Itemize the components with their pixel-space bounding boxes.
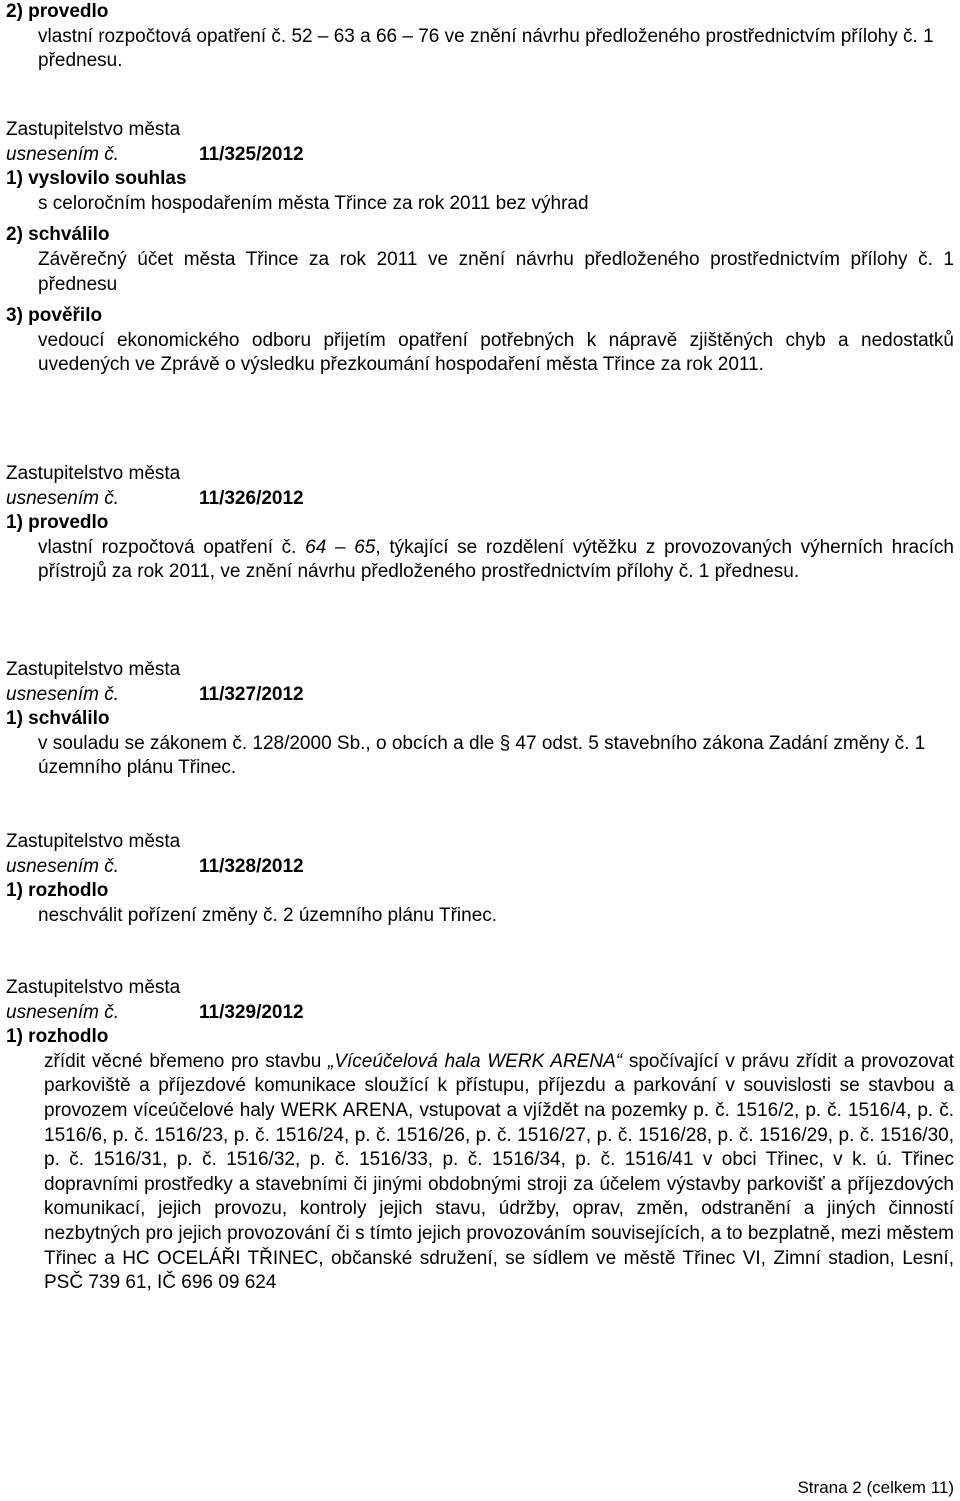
resolution-number [6, 683, 954, 708]
item-label: 3) pověřilo [6, 305, 103, 327]
resolution-label: usnesením č. [6, 855, 119, 877]
item-text: vlastní rozpočtová opatření č. 64 – 65, týkající se rozdělení výtěžku z provozovaných výherních hracích přístrojů za rok 2011, ve znění návrhu předloženého prostřednictvím přílohy č. 1 přednesu. [38, 536, 954, 583]
resolution-label: usnesením č. [6, 487, 119, 509]
item-text: s celoročním hospodařením města Třince za rok 2011 bez výhrad [38, 192, 589, 214]
item-label: 1) vyslovilo souhlas [6, 168, 187, 190]
resolution-number [6, 855, 954, 880]
council-heading: Zastupitelstvo města [6, 659, 181, 680]
resolution-327 [6, 658, 954, 781]
resolution-328 [6, 830, 954, 928]
resolution-label: usnesením č. [6, 143, 119, 165]
carryover-section [6, 0, 954, 74]
resolution-number [6, 487, 954, 512]
resolution-id: 11/328/2012 [199, 855, 304, 877]
item-label: 1) provedlo [6, 512, 109, 534]
item-text: Závěrečný účet města Třince za rok 2011 ve znění návrhu předloženého prostřednictvím přílohy č. 1 přednesu [38, 248, 954, 295]
resolution-number [6, 143, 954, 168]
council-heading: Zastupitelstvo města [6, 463, 181, 484]
item-label: 2) schválilo [6, 224, 110, 246]
resolution-id: 11/329/2012 [199, 1001, 304, 1023]
item-text: vlastní rozpočtová opatření č. 52 – 63 a 66 – 76 ve znění návrhu předloženého prostřednictvím přílohy č. 1 přednesu. [38, 25, 934, 72]
resolution-id: 11/327/2012 [199, 683, 304, 705]
item-label: 1) schválilo [6, 708, 110, 730]
item-text: vedoucí ekonomického odboru přijetím opatření potřebných k nápravě zjištěných chyb a nedostatků uvedených ve Zprávě o výsledku přezkoumání hospodaření města Třince za rok 2011. [38, 329, 954, 376]
council-heading: Zastupitelstvo města [6, 119, 181, 140]
resolution-number [6, 1001, 954, 1026]
resolution-label: usnesením č. [6, 683, 119, 705]
item-text: neschválit pořízení změny č. 2 územního plánu Třinec. [38, 904, 498, 926]
resolution-id: 11/325/2012 [199, 143, 304, 165]
item-label: 1) rozhodlo [6, 880, 109, 902]
item-text: zřídit věcné břemeno pro stavbu „Víceúčelová hala WERK ARENA“ spočívající v právu zřídit a provozovat parkoviště a příjezdové komunikace sloužící k přístupu, příjezdu a parkování v souvislosti se stavbou a provozem víceúčelové haly WERK ARENA, vstupovat a vjíždět na pozemky p. č. 1516/2, p. č. 1516/4, p. č. 1516/6, p. č. 1516/23, p. č. 1516/24, p. č. 1516/26, p. č. 1516/27, p. č. 1516/28, p. č. 1516/29, p. č. 1516/30, p. č. 1516/31, p. č. 1516/32, p. č. 1516/33, p. č. 1516/34, p. č. 1516/41 v obci Třinec, v k. ú. Třinec dopravními prostředky a stavebními či jinými obdobnými stroji za účelem výstavby parkovišť a příjezdových komunikací, jejich provozu, kontroly jejich stavu, údržby, oprav, změn, odstranění a jiných činností nezbytných pro jejich provozování či s tímto jejich provozováním souvisejících, a to bezplatně, mezi městem Třinec a HC OCELÁŘI TŘINEC, občanské sdružení, se sídlem ve městě Třinec VI, Zimní stadion, Lesní, PSČ 739 61, IČ 696 09 624 [44, 1050, 954, 1294]
resolution-325 [6, 118, 954, 378]
item-label: 2) provedlo [6, 1, 109, 22]
resolution-329 [6, 976, 954, 1296]
resolution-326 [6, 462, 954, 585]
council-heading: Zastupitelstvo města [6, 977, 181, 998]
resolution-id: 11/326/2012 [199, 487, 304, 509]
resolution-label: usnesením č. [6, 1001, 119, 1023]
item-text: v souladu se zákonem č. 128/2000 Sb., o obcích a dle § 47 odst. 5 stavebního zákona Zadání změny č. 1 územního plánu Třinec. [38, 732, 926, 779]
item-label: 1) rozhodlo [6, 1026, 109, 1048]
page-number: Strana 2 (celkem 11) [797, 1478, 954, 1497]
council-heading: Zastupitelstvo města [6, 831, 181, 852]
